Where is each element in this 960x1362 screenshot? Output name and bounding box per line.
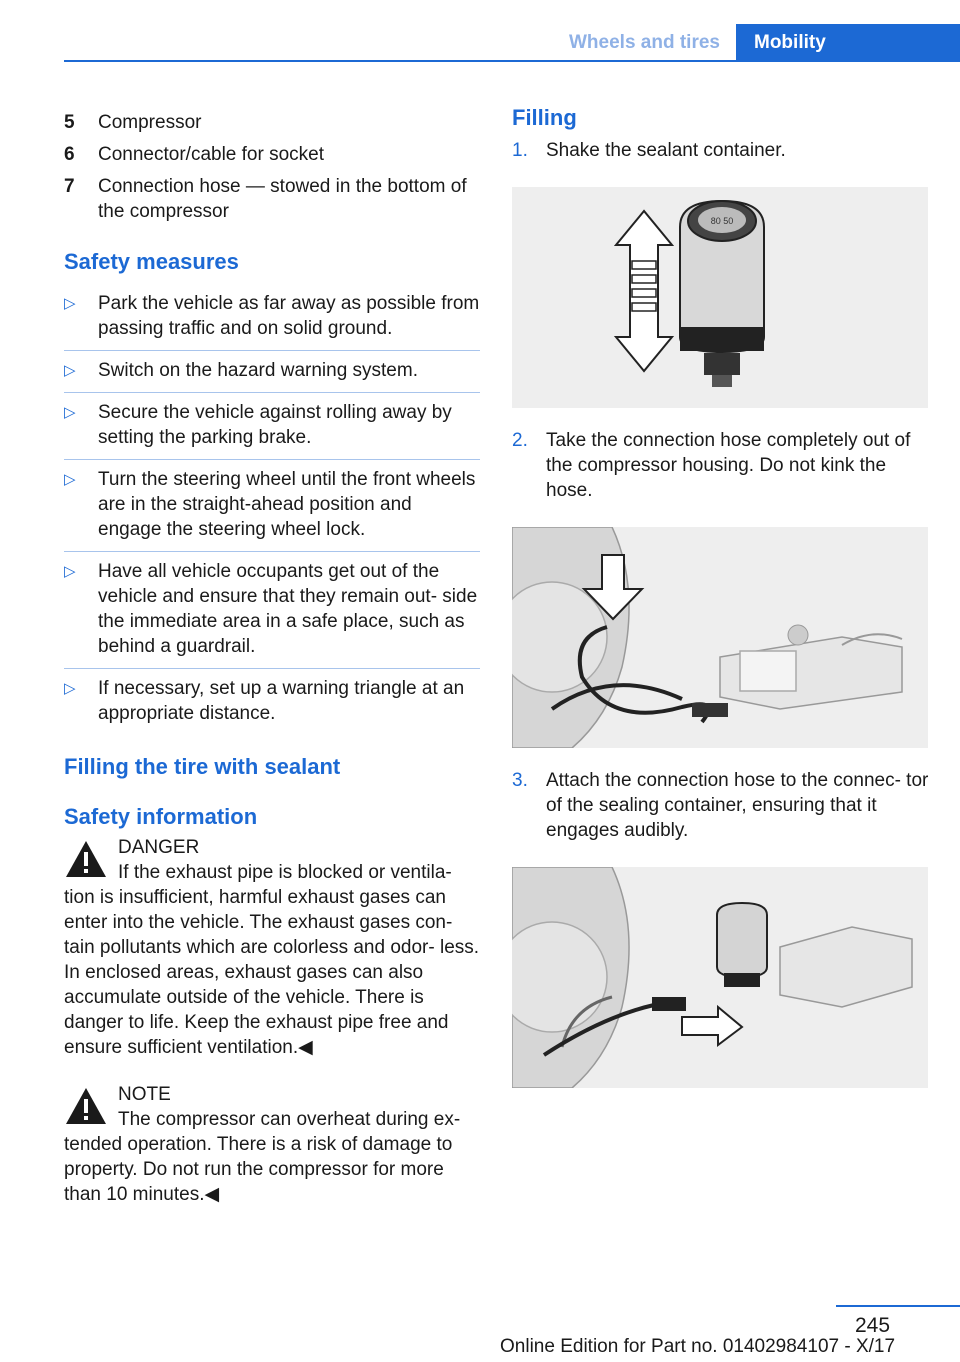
parts-list bbox=[64, 110, 480, 224]
item-text: Connector/cable for socket bbox=[98, 144, 325, 165]
bullet-text: Park the vehicle as far away as possible from passing traffic and on solid ground. bbox=[98, 293, 480, 339]
hose-to-container-drawing bbox=[512, 867, 928, 1088]
edition-line: Online Edition for Part no. 01402984107 - X/17 bbox=[500, 1336, 896, 1357]
step-text: Attach the connection hose to the connec- tor of the sealing container, ensuring that it engages audibly. bbox=[546, 770, 929, 841]
filling-heading: Filling bbox=[512, 105, 577, 130]
safety-bullet-list bbox=[64, 284, 480, 735]
list-item bbox=[64, 142, 480, 167]
item-number: 7 bbox=[64, 176, 75, 197]
list-item bbox=[64, 460, 480, 552]
chapter-tab[interactable]: Mobility bbox=[736, 24, 960, 62]
item-text: Compressor bbox=[98, 112, 202, 133]
step-2 bbox=[512, 428, 930, 503]
triangle-bullet-icon: ▷ bbox=[64, 404, 76, 421]
warning-triangle-icon bbox=[64, 1086, 108, 1126]
step-number: 2. bbox=[512, 430, 528, 451]
step-1 bbox=[512, 138, 930, 163]
section-tab[interactable]: Wheels and tires bbox=[569, 32, 720, 53]
triangle-bullet-icon: ▷ bbox=[64, 295, 76, 312]
triangle-bullet-icon: ▷ bbox=[64, 680, 76, 697]
step-text: Take the connection hose completely out of the compressor housing. Do not kink the hose. bbox=[546, 430, 911, 501]
footer-rule bbox=[0, 1305, 960, 1307]
step-number: 1. bbox=[512, 140, 528, 161]
bullet-text: Switch on the hazard warning system. bbox=[98, 360, 418, 381]
list-item bbox=[64, 351, 480, 393]
bullet-text: Have all vehicle occupants get out of the vehicle and ensure that they remain out- side the immediate area in a safe place, such as behind a guardrail. bbox=[98, 561, 478, 657]
page-number: 245 bbox=[855, 1314, 891, 1337]
connection-hose-illustration bbox=[512, 527, 928, 748]
sealant-container-drawing bbox=[512, 187, 928, 408]
list-item bbox=[64, 669, 480, 735]
item-number: 5 bbox=[64, 112, 75, 133]
note-text: The compressor can overheat during ex- tended operation. There is a risk of damage to property. Do not run the compressor for more than 10 minutes.◀ bbox=[64, 1109, 461, 1205]
danger-notice bbox=[64, 835, 480, 1060]
page-header bbox=[0, 24, 960, 62]
triangle-bullet-icon: ▷ bbox=[64, 471, 76, 488]
note-label: NOTE bbox=[118, 1084, 171, 1105]
item-text: Connection hose — stowed in the bottom of the compressor bbox=[98, 176, 467, 222]
safety-measures-heading: Safety measures bbox=[64, 249, 239, 274]
safety-information-heading: Safety information bbox=[64, 804, 258, 829]
item-number: 6 bbox=[64, 144, 75, 165]
triangle-bullet-icon: ▷ bbox=[64, 362, 76, 379]
step-text: Shake the sealant container. bbox=[546, 140, 786, 161]
bullet-text: If necessary, set up a warning triangle at an appropriate distance. bbox=[98, 678, 465, 724]
filling-tire-heading: Filling the tire with sealant bbox=[64, 754, 341, 779]
step-number: 3. bbox=[512, 770, 528, 791]
list-item bbox=[64, 393, 480, 460]
bullet-text: Secure the vehicle against rolling away by setting the parking brake. bbox=[98, 402, 452, 448]
bullet-text: Turn the steering wheel until the front wheels are in the straight-ahead position and engage the steering wheel lock. bbox=[98, 469, 476, 540]
right-column bbox=[512, 104, 930, 1108]
hose-and-compressor-drawing bbox=[512, 527, 928, 748]
shake-container-illustration bbox=[512, 187, 928, 408]
warning-triangle-icon bbox=[64, 839, 108, 879]
left-column bbox=[64, 110, 480, 1207]
attach-hose-illustration bbox=[512, 867, 928, 1088]
note-notice bbox=[64, 1082, 480, 1207]
triangle-bullet-icon: ▷ bbox=[64, 563, 76, 580]
danger-label: DANGER bbox=[118, 837, 200, 858]
step-3 bbox=[512, 768, 930, 843]
list-item bbox=[64, 552, 480, 669]
list-item bbox=[64, 110, 480, 135]
danger-text: If the exhaust pipe is blocked or ventila- tion is insufficient, harmful exhaust gases can enter into the vehicle. The exhaust gases con- tain pollutants which are colorless and odor- less. In enclosed areas, exhaust gases can also accumulate outside of the vehicle. There is danger to life. Keep the exhaust pipe free and ensure sufficient ventilation.◀ bbox=[64, 862, 480, 1058]
list-item bbox=[64, 174, 480, 224]
header-rule bbox=[64, 60, 960, 62]
container-dial-label: 80 50 bbox=[710, 216, 734, 226]
list-item bbox=[64, 284, 480, 351]
